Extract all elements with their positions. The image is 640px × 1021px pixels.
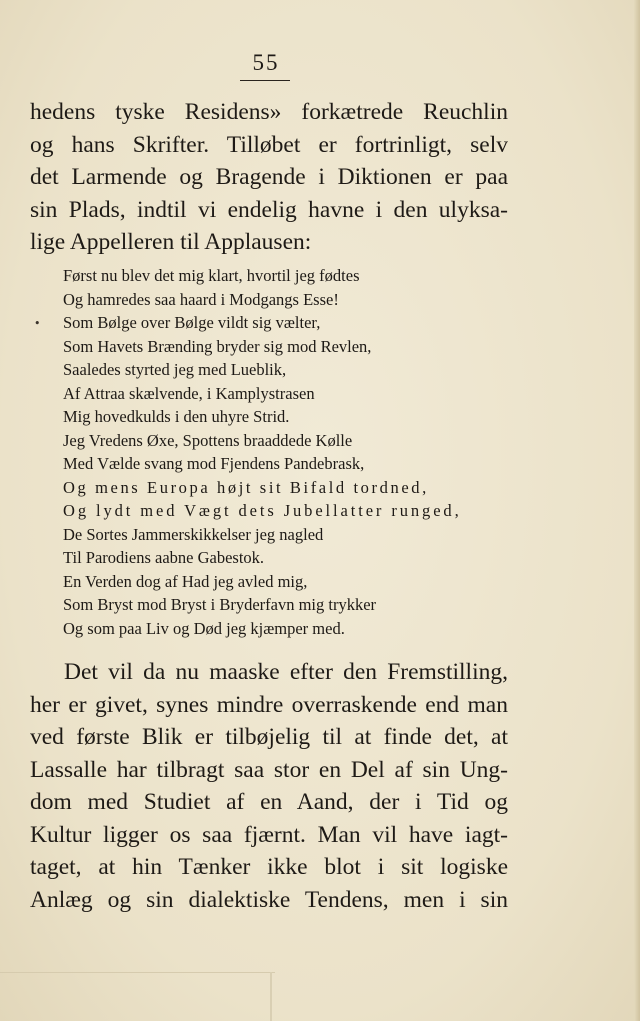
prose-paragraph-bottom bbox=[30, 656, 508, 916]
text-line: Det vil da nu maaske efter den Fremstilling, bbox=[64, 659, 508, 685]
poem-line: Saaledes styrted jeg med Lueblik, bbox=[63, 360, 287, 379]
text-line: hedens tyske Residens» forkætrede Reuchlin bbox=[30, 99, 508, 125]
text-line: Lassalle har tilbragt saa stor en Del af sin Ung- bbox=[30, 756, 508, 783]
poem-line: Af Attraa skælvende, i Kamplystrasen bbox=[63, 383, 315, 403]
poem-line: Og som paa Liv og Død jeg kjæmper med. bbox=[63, 618, 345, 638]
text-line: Anlæg og sin dialektiske Tendens, men i sin bbox=[30, 886, 508, 913]
poem-line: En Verden dog af Had jeg avled mig, bbox=[63, 571, 308, 591]
text-line: lige Appelleren til Applausen: bbox=[30, 229, 312, 255]
poem-quotation bbox=[63, 264, 493, 640]
page-edge-shadow bbox=[634, 0, 640, 1021]
poem-line: Med Vælde svang mod Fjendens Pandebrask, bbox=[63, 454, 365, 473]
text-line: ved første Blik er tilbøjelig til at finde det, at bbox=[30, 724, 508, 750]
text-line: og hans Skrifter. Tilløbet er fortrinligt, selv bbox=[30, 131, 508, 158]
prose-paragraph-top bbox=[30, 96, 508, 259]
poem-line: Som Bølge over Bølge vildt sig vælter, bbox=[63, 313, 321, 332]
text-line: dom med Studiet af en Aand, der i Tid og bbox=[30, 789, 508, 815]
page-number: 55 bbox=[252, 50, 280, 75]
text-line: Kultur ligger os saa fjærnt. Man vil have iagt- bbox=[30, 821, 508, 848]
page-fold-edge bbox=[270, 972, 272, 1021]
poem-line: Og mens Europa højt sit Bifald tordned, bbox=[63, 477, 429, 497]
page-number-underline bbox=[240, 80, 290, 81]
text-line: her er givet, synes mindre overraskende end man bbox=[30, 691, 508, 718]
poem-line: Og hamredes saa haard i Modgangs Esse! bbox=[63, 289, 339, 309]
poem-line: Som Bryst mod Bryst i Bryderfavn mig trykker bbox=[63, 595, 377, 614]
text-line: taget, at hin Tænker ikke blot i sit logiske bbox=[30, 854, 508, 880]
poem-line: Og lydt med Vægt dets Jubellatter runged, bbox=[63, 501, 462, 520]
poem-line: Jeg Vredens Øxe, Spottens braaddede Kølle bbox=[63, 430, 353, 450]
poem-line: Mig hovedkulds i den uhyre Strid. bbox=[63, 407, 290, 426]
margin-mark: • bbox=[34, 317, 41, 330]
poem-line: De Sortes Jammerskikkelser jeg nagled bbox=[63, 524, 324, 544]
page-fold-line bbox=[0, 972, 275, 973]
text-line: det Larmende og Bragende i Diktionen er paa bbox=[30, 164, 508, 190]
text-line: sin Plads, indtil vi endelig havne i den ulyksa- bbox=[30, 196, 508, 223]
poem-line: Først nu blev det mig klart, hvortil jeg fødtes bbox=[63, 266, 360, 285]
poem-line: Til Parodiens aabne Gabestok. bbox=[63, 548, 265, 567]
poem-line: Som Havets Brænding bryder sig mod Revlen, bbox=[63, 336, 372, 356]
